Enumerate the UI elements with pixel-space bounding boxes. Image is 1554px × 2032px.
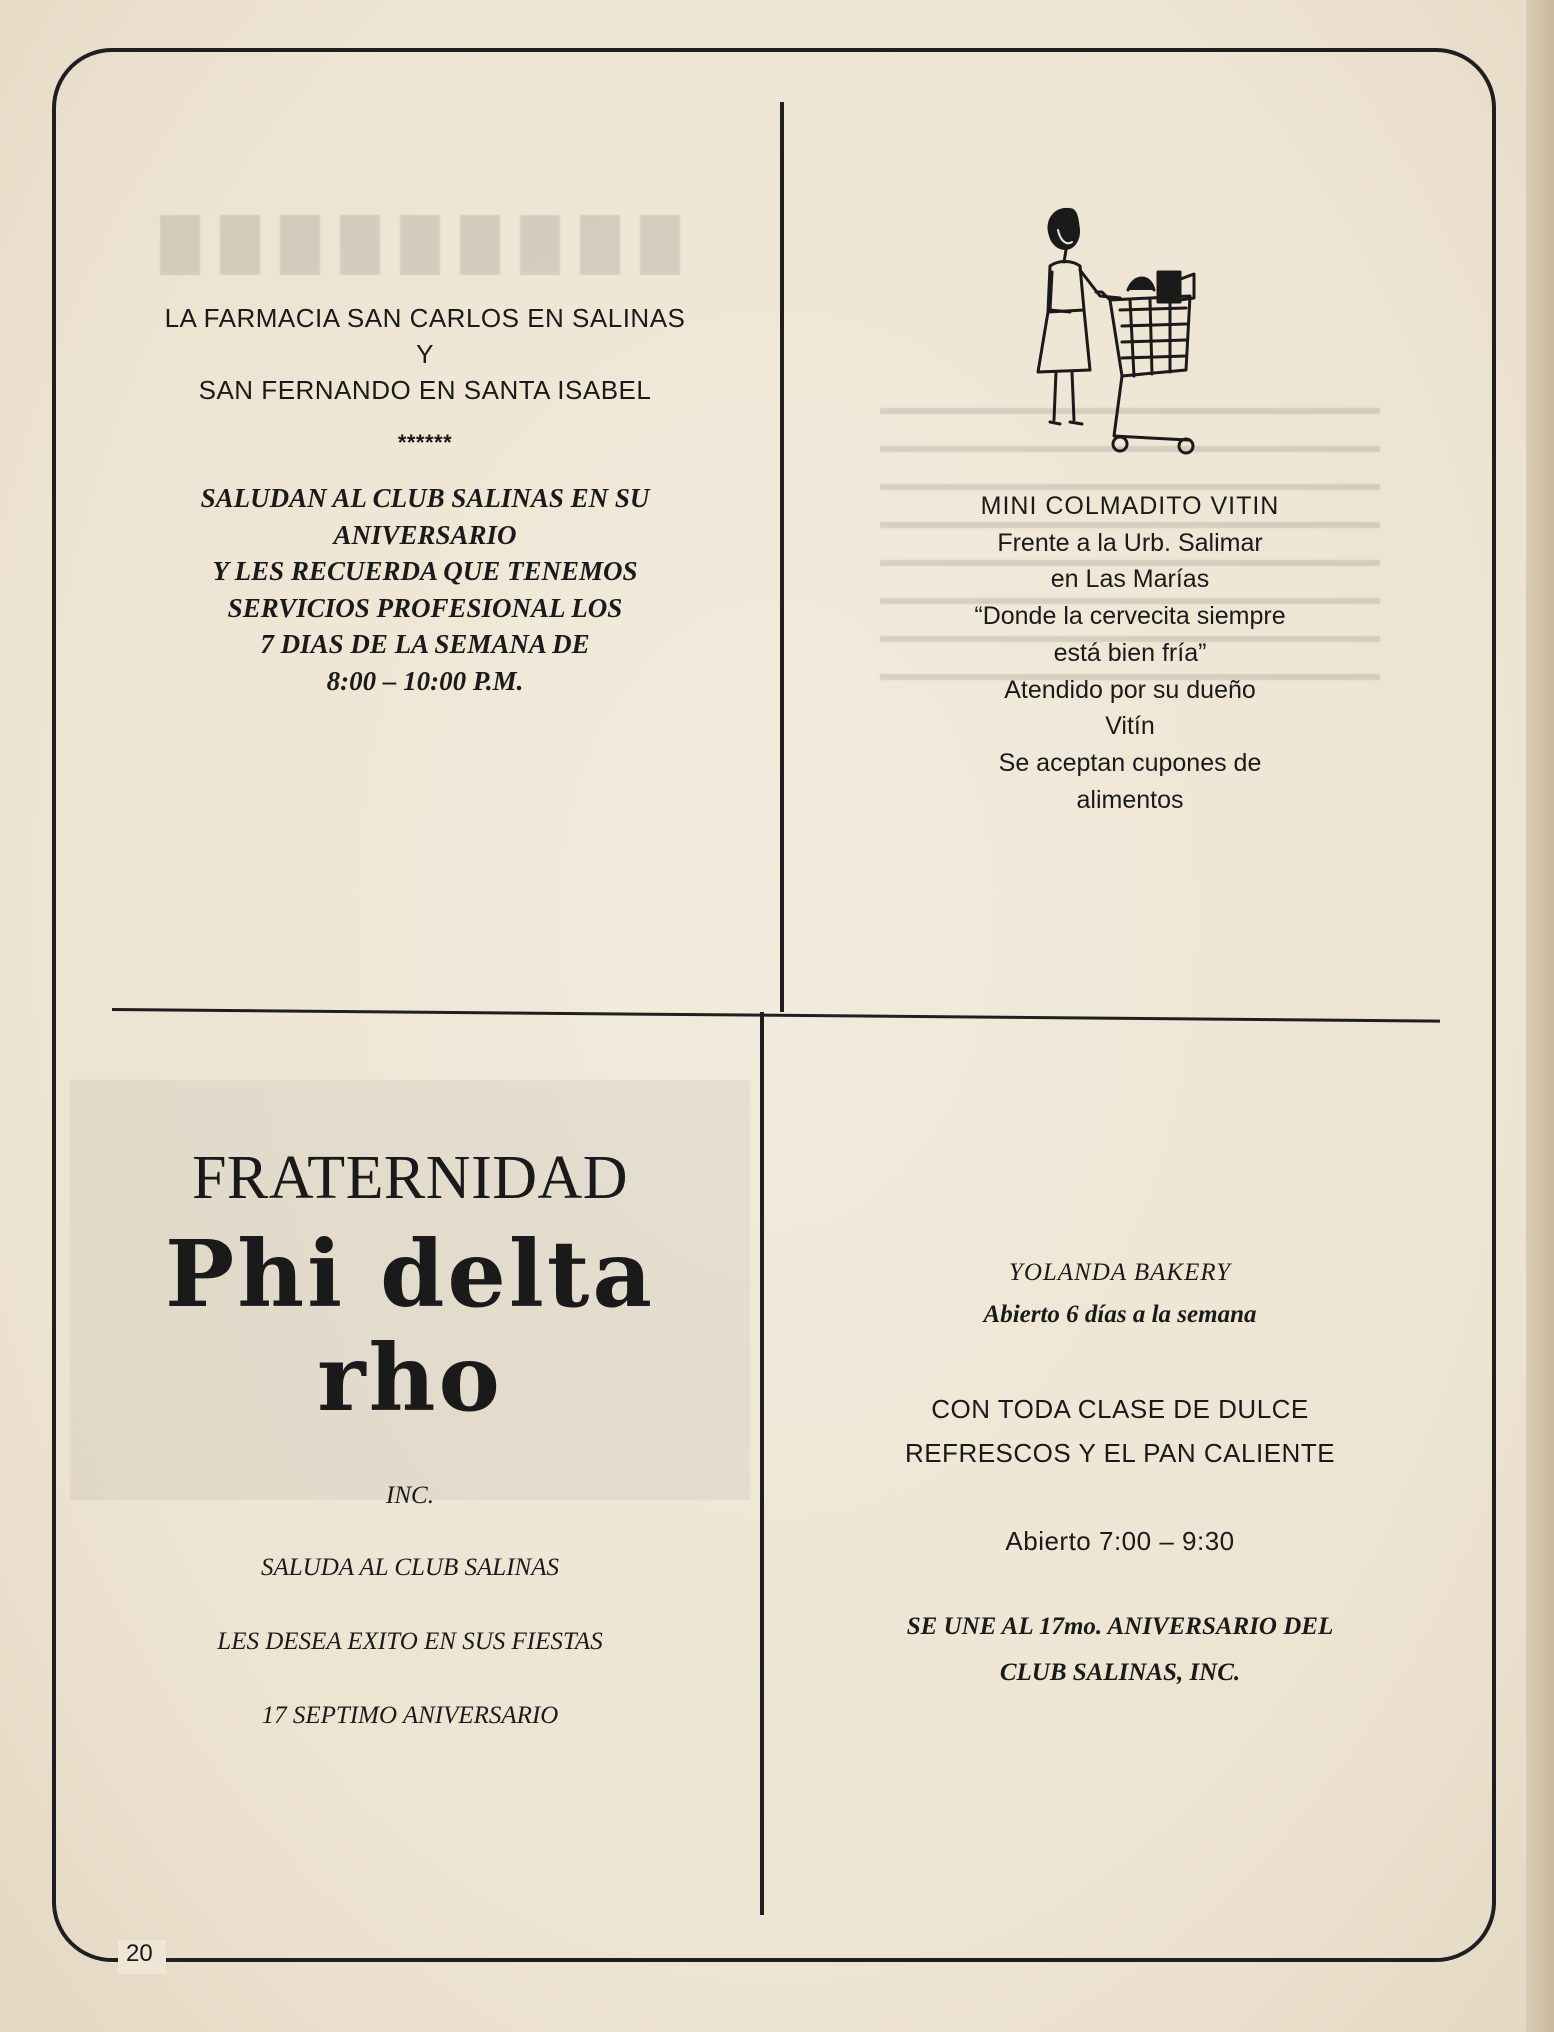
- bakery-line-1: CON TODA CLASE DE DULCE: [931, 1394, 1309, 1424]
- bakery-hours: Abierto 7:00 – 9:30: [1005, 1526, 1235, 1556]
- page-number: 20: [126, 1940, 153, 1967]
- fraternidad-name-line-1: Phi delta: [165, 1220, 655, 1328]
- fraternidad-line: 17 SEPTIMO ANIVERSARIO: [261, 1702, 559, 1729]
- woman-shopping-cart-illustration: [1010, 200, 1200, 460]
- farmacia-line-1: LA FARMACIA SAN CARLOS EN SALINAS: [164, 303, 686, 333]
- vertical-divider-bottom: [760, 1012, 764, 1915]
- fraternidad-inc: INC.: [386, 1482, 434, 1509]
- farmacia-body-line: 8:00 – 10:00 P.M.: [326, 665, 524, 696]
- colmadito-line: está bien fría”: [1053, 638, 1207, 667]
- fraternidad-heading: FRATERNIDAD: [191, 1144, 629, 1212]
- farmacia-ad: [90, 300, 760, 699]
- farmacia-body-line: 7 DIAS DE LA SEMANA DE: [260, 629, 590, 659]
- farmacia-body-line: ANIVERSARIO: [333, 519, 517, 550]
- colmadito-line: Se aceptan cupones de: [998, 748, 1262, 777]
- fraternidad-name-line-2: rho: [317, 1324, 503, 1432]
- farmacia-stars: ******: [397, 430, 453, 455]
- colmadito-line: en Las Marías: [1050, 565, 1210, 594]
- colmadito-line: Vitín: [1105, 712, 1155, 741]
- colmadito-line: alimentos: [1076, 785, 1184, 814]
- vertical-divider-top: [780, 102, 784, 1012]
- colmadito-ad: [870, 488, 1390, 818]
- colmadito-title: MINI COLMADITO VITIN: [980, 492, 1280, 520]
- colmadito-line: Frente a la Urb. Salimar: [997, 528, 1263, 557]
- farmacia-body-line: SALUDAN AL CLUB SALINAS EN SU: [200, 483, 650, 513]
- bakery-line-2: REFRESCOS Y EL PAN CALIENTE: [904, 1438, 1336, 1468]
- farmacia-body-line: Y LES RECUERDA QUE TENEMOS: [212, 556, 638, 586]
- bakery-closing-2: CLUB SALINAS, INC.: [999, 1659, 1241, 1686]
- bakery-hours-note: Abierto 6 días a la semana: [983, 1301, 1257, 1328]
- colmadito-line: “Donde la cervecita siempre: [974, 602, 1286, 631]
- colmadito-line: Atendido por su dueño: [1004, 675, 1256, 704]
- fraternidad-ad: [110, 1138, 710, 1734]
- bakery-name: YOLANDA BAKERY: [1008, 1259, 1232, 1286]
- farmacia-line-2: Y: [416, 339, 434, 369]
- farmacia-body-line: SERVICIOS PROFESIONAL LOS: [227, 592, 623, 623]
- farmacia-line-3: SAN FERNANDO EN SANTA ISABEL: [198, 375, 652, 405]
- fraternidad-line: SALUDA AL CLUB SALINAS: [261, 1554, 559, 1581]
- bakery-closing-1: SE UNE AL 17mo. ANIVERSARIO DEL: [906, 1613, 1334, 1640]
- fraternidad-line: LES DESEA EXITO EN SUS FIESTAS: [217, 1628, 603, 1655]
- bakery-ad: [820, 1255, 1420, 1691]
- page-edge: [1526, 0, 1554, 2032]
